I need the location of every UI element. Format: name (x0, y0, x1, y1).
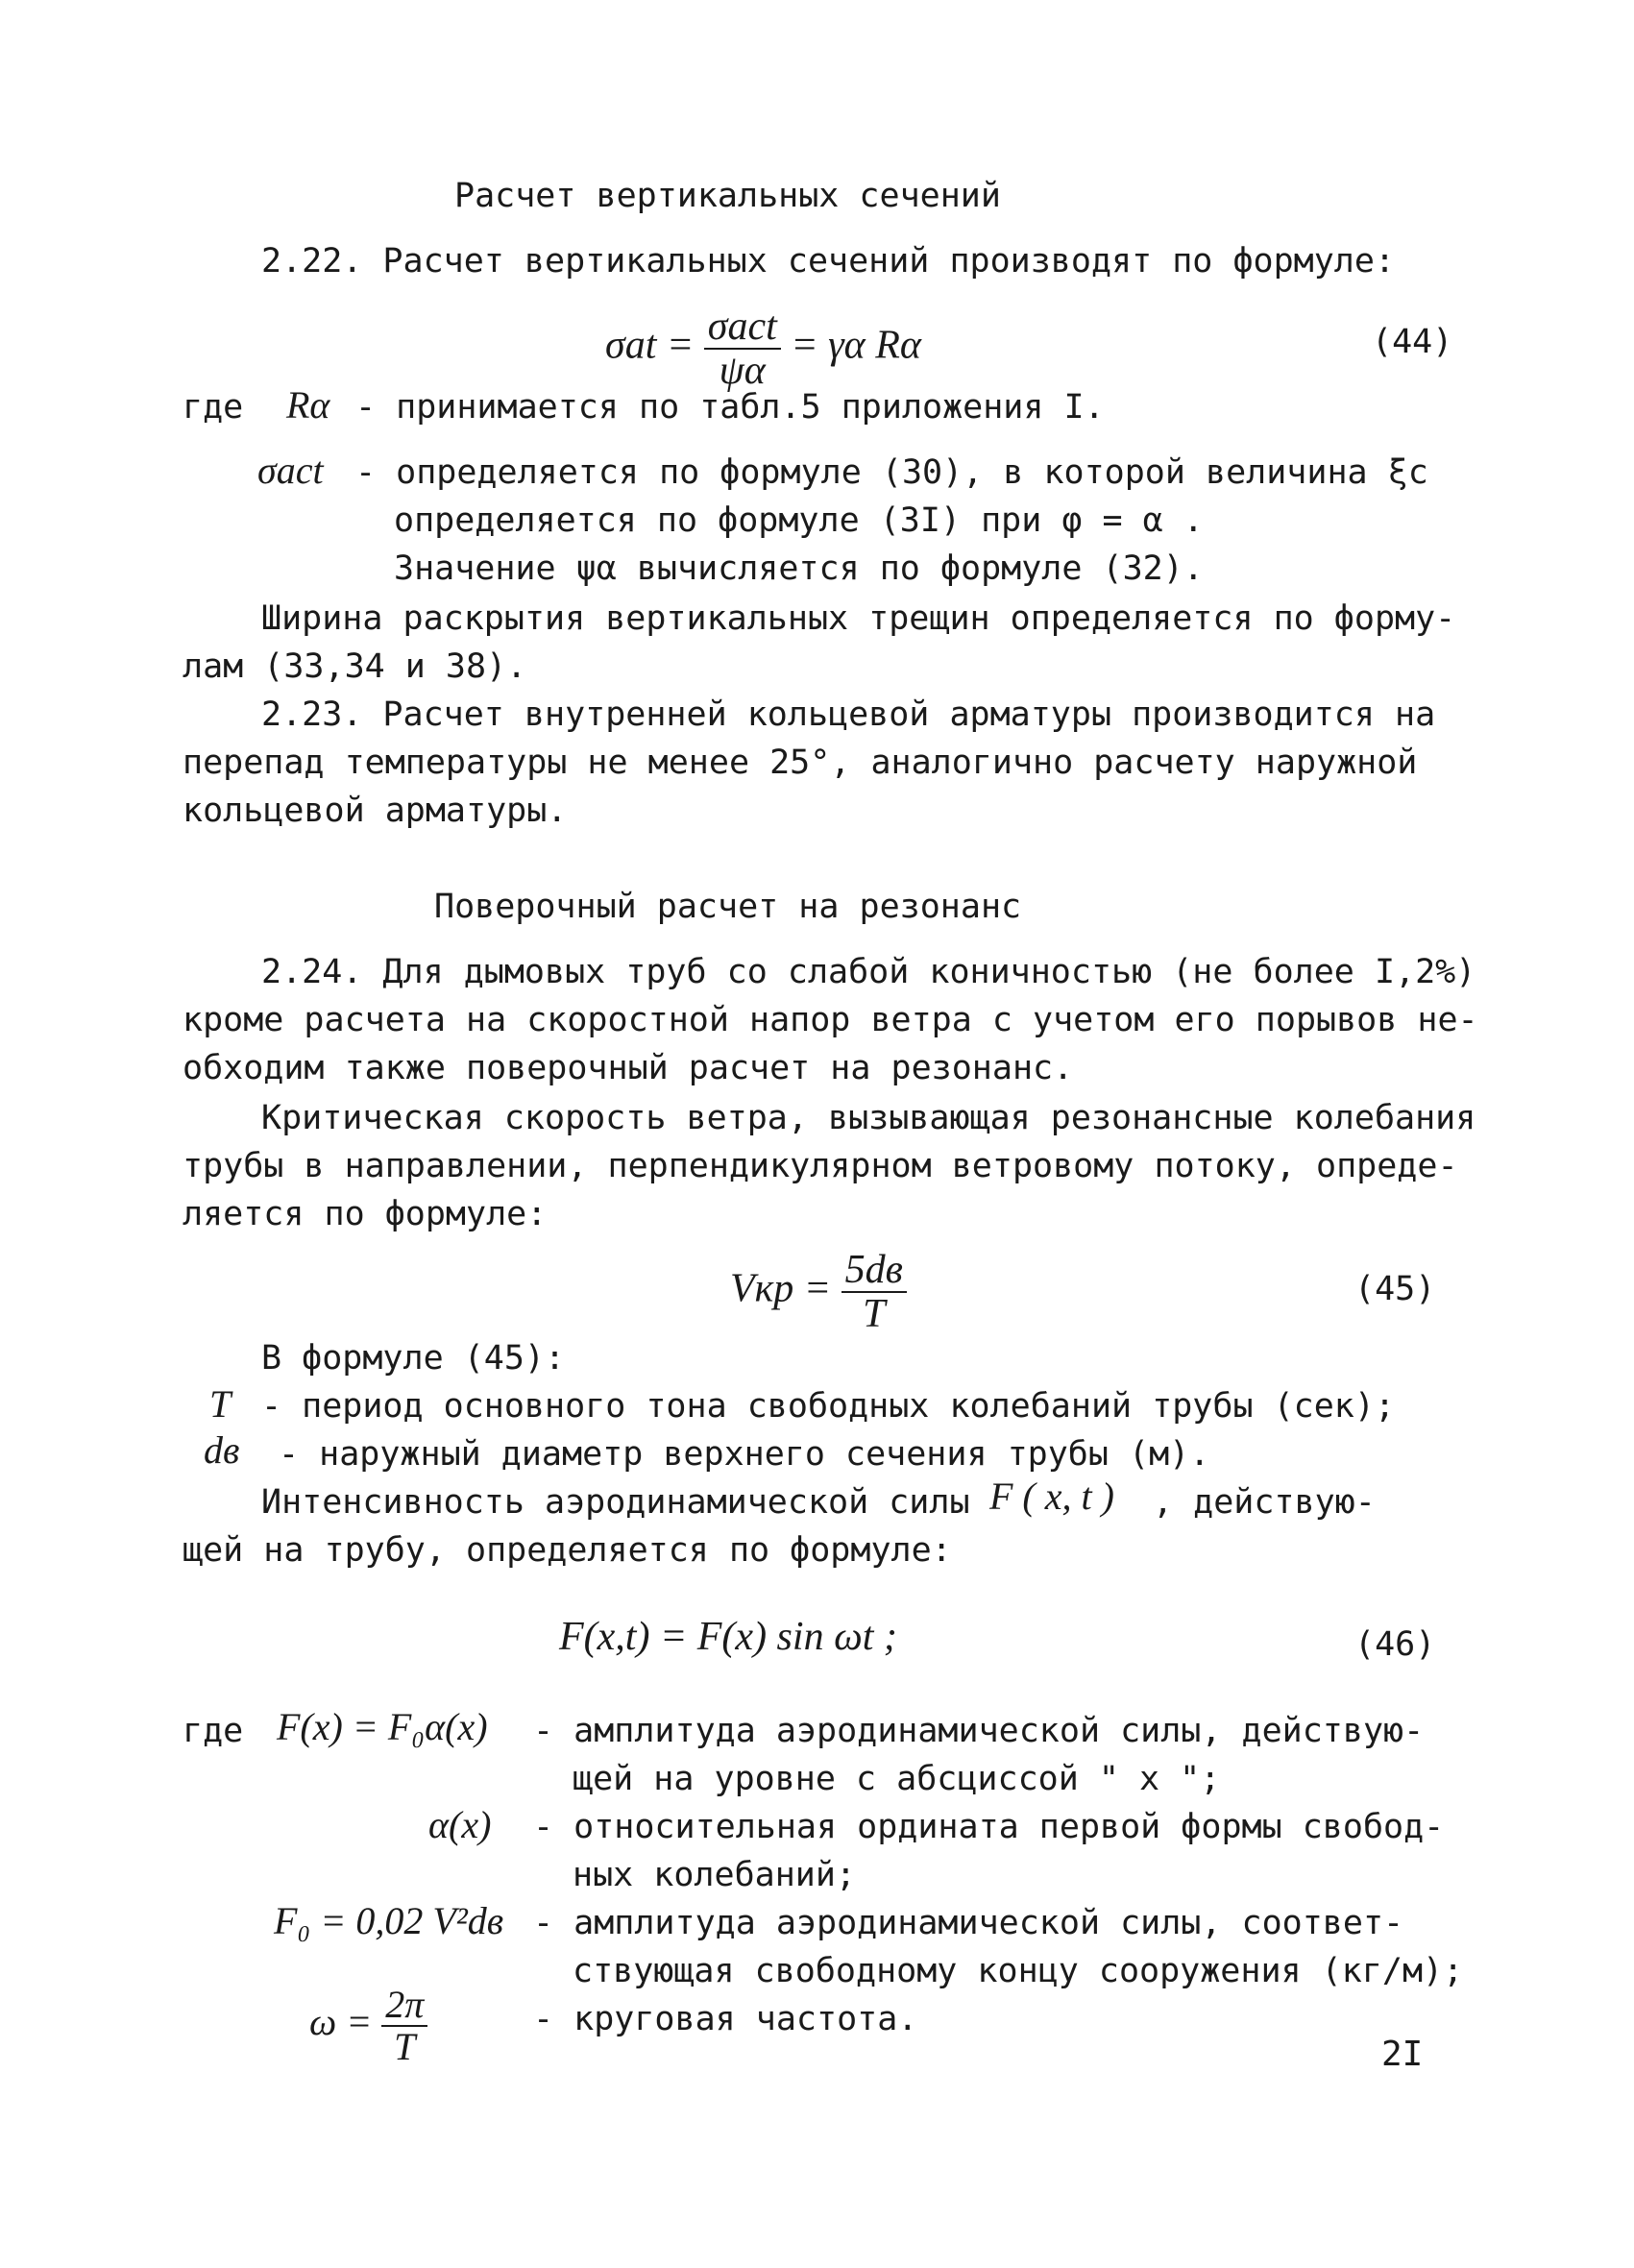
paragraph-2-24-c: обходим также поверочный расчет на резонанс. (183, 1049, 1074, 1087)
formula-45-fraction (841, 1249, 907, 1335)
where-F0-text-a: - амплитуда аэродинамической силы, соответ- (533, 1904, 1404, 1942)
symbol-alpha-of-x: α(x) (428, 1803, 492, 1846)
section-heading-vertical: Расчет вертикальных сечений (454, 177, 1001, 215)
definition-T: - период основного тона свободных колебаний трубы (сек); (261, 1387, 1396, 1426)
where-2-text-b: определяется по формуле (3I) при φ = α . (394, 501, 1204, 540)
omega-numerator: 2π (381, 1985, 427, 2027)
formula-omega (309, 1985, 427, 2067)
where-F0-text-b: ствующая свободному концу сооружения (кг/м); (573, 1952, 1464, 1990)
formula-44 (605, 305, 921, 392)
paragraph-critical-a: Критическая скорость ветра, вызывающая резонансные колебания (261, 1099, 1476, 1137)
symbol-sigma-act: σact (257, 449, 324, 492)
formula-44-rhs: = γα Rα (791, 323, 921, 368)
omega-lhs: ω = (309, 2000, 373, 2044)
paragraph-2-23-b: перепад температуры не менее 25°, аналогично расчету наружной (183, 744, 1418, 782)
paragraph-2-23-c: кольцевой арматуры. (183, 792, 568, 830)
definition-d: - наружный диаметр верхнего сечения трубы (м). (279, 1435, 1210, 1474)
paragraph-2-24-b: кроме расчета на скоростной напор ветра с учетом его порывов не- (183, 1001, 1478, 1039)
symbol-d-b: dв (204, 1428, 240, 1472)
where-2-text-a: - определяется по формуле (30), в которой величина ξc (355, 453, 1428, 492)
where-omega-text: - круговая частота. (533, 2000, 918, 2038)
paragraph-width-a: Ширина раскрытия вертикальных трещин определяется по форму- (261, 599, 1456, 638)
formula-44-fraction (704, 305, 781, 392)
page-number: 2I (1381, 2035, 1424, 2074)
where-F-text-b: щей на уровне с абсциссой " x "; (573, 1760, 1221, 1798)
formula-44-numerator: σact (704, 305, 781, 350)
symbol-T: T (209, 1382, 232, 1426)
formula-46: F(x,t) = F(x) sin ωt ; (559, 1615, 897, 1659)
formula-44-lhs: σat = (605, 323, 695, 368)
symbol-R-alpha: Rα (286, 383, 330, 427)
formula-45-numerator: 5dв (841, 1249, 907, 1293)
symbol-F-of-x: F(x) = F₀α(x) (277, 1705, 488, 1748)
paragraph-intensity-c: щей на трубу, определяется по формуле: (183, 1531, 952, 1570)
symbol-F-x-t: F ( x, t ) (989, 1475, 1114, 1518)
paragraph-intensity-b: , действую- (1153, 1483, 1376, 1522)
paragraph-intensity-a: Интенсивность аэродинамической силы (261, 1483, 970, 1522)
where-1-text: - принимается по табл.5 приложения I. (355, 388, 1105, 427)
paragraph-2-24-a: 2.24. Для дымовых труб со слабой коничностью (не более I,2%) (261, 953, 1476, 991)
omega-fraction (381, 1985, 427, 2067)
symbol-F0: F₀ = 0,02 V²dв (274, 1899, 504, 1942)
paragraph-width-b: лам (33,34 и 38). (183, 647, 527, 686)
equation-number-45: (45) (1354, 1270, 1436, 1308)
paragraph-critical-b: трубы в направлении, перпендикулярном ветровому потоку, опреде- (183, 1147, 1458, 1185)
where-2-text-c: Значение ψα вычисляется по формуле (32). (394, 549, 1204, 588)
where-alpha-text-a: - относительная ордината первой формы свобод- (533, 1808, 1445, 1846)
section-heading-resonance: Поверочный расчет на резонанс (434, 888, 1022, 926)
where-label-2: где (183, 1712, 244, 1750)
formula-45-lhs: Vкр = (730, 1266, 832, 1311)
formula-44-denominator: ψα (719, 349, 766, 394)
in-formula-label: В формуле (45): (261, 1339, 566, 1378)
where-label-1: где (183, 388, 244, 427)
where-F-text-a: - амплитуда аэродинамической силы, действую- (533, 1712, 1425, 1750)
omega-denominator: T (394, 2025, 416, 2068)
equation-number-44: (44) (1372, 323, 1453, 361)
paragraph-2-23-a: 2.23. Расчет внутренней кольцевой арматуры производится на (261, 695, 1436, 734)
formula-45 (730, 1249, 907, 1335)
paragraph-2-22: 2.22. Расчет вертикальных сечений производят по формуле: (261, 242, 1396, 280)
where-alpha-text-b: ных колебаний; (573, 1856, 857, 1894)
formula-45-denominator: T (863, 1292, 886, 1337)
equation-number-46: (46) (1354, 1625, 1436, 1664)
paragraph-critical-c: ляется по формуле: (183, 1195, 548, 1233)
